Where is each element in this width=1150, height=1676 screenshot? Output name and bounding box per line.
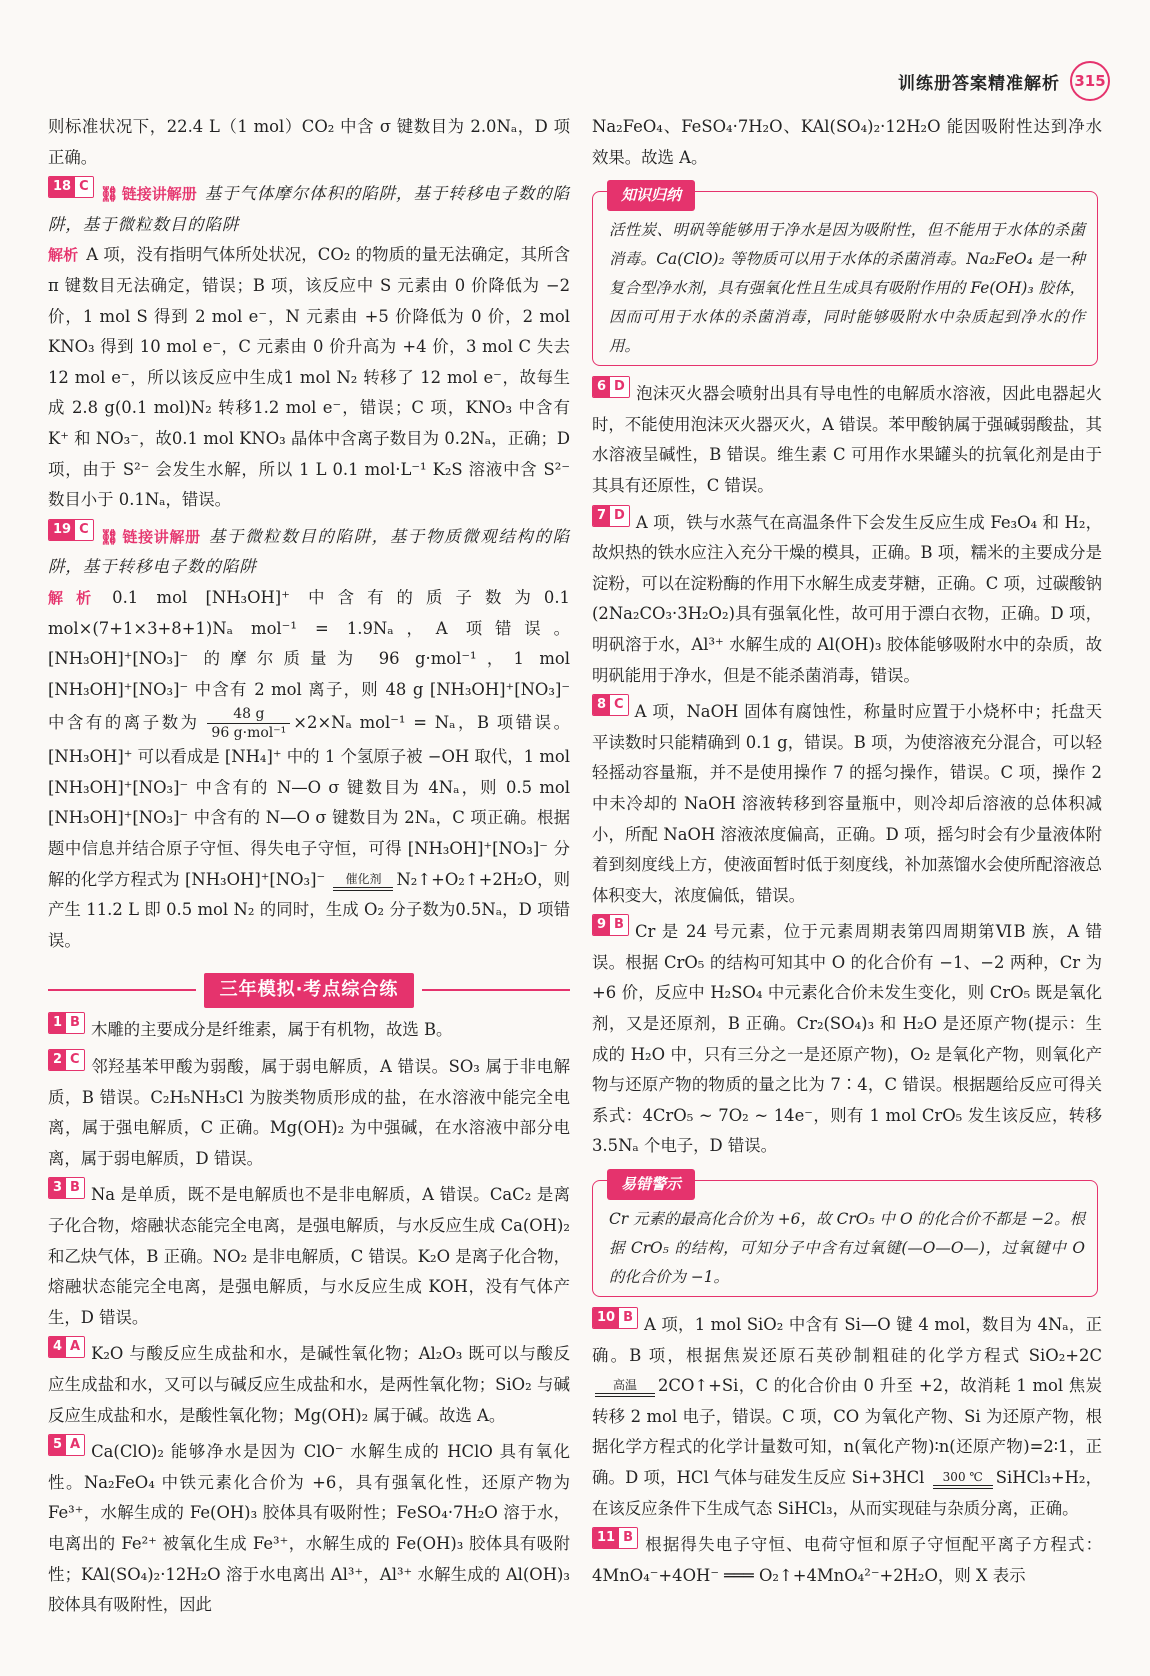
answer-badge: 2 C [48, 1049, 85, 1071]
fraction: $\frac{48 g}{\text{96 g·mol⁻¹}}$ [207, 705, 290, 742]
intro-text: 则标准状况下，22.4 L（1 mol）CO₂ 中含 σ 键数目为 2.0Nₐ，D 项正确。 [48, 117, 570, 167]
link-lecture[interactable]: ⛓ 链接讲解册 [99, 527, 201, 546]
analysis-text-3: N₂↑+O₂↑+2H₂O，则产生 11.2 L 即 0.5 mol N₂ 的同时，生成 O₂ 分子数为0.5Nₐ，D 项错误。 [48, 869, 570, 950]
answer-badge: 5 A [48, 1434, 85, 1456]
answer-badge: 11 B [592, 1527, 638, 1549]
question-3: 3 B Na 是单质，既不是电解质也不是非电解质，A 错误。CaC₂ 是离子化合物，熔融状态能完全电离，是强电解质，与水反应生成 Ca(OH)₂ 和乙炔气体，B 正确。NO₂ 是非电解质，C 错误。K₂O 是离子化合物，熔融状态能完全电离，是强电解质，与水反应生成 KOH，没有气体产生，D 错误。 [48, 1177, 570, 1333]
header-title: 训练册答案精准解析 [898, 73, 1060, 94]
answer-badge: 9 B [592, 914, 629, 936]
question-10: 10 B A 项，1 mol SiO₂ 中含有 Si—O 键 4 mol，数目为 4Nₐ，正确。B 项，根据焦炭还原石英砂制粗硅的化学方程式 SiO₂+2C 高温 2CO↑+Si，C 的化合价由 0 升至 +2，故消耗 1 mol 焦炭转移 2 mol 电子，错误。C 项，CO 为氧化产物、Si 为还原产物，根据化学方程式的化学计量数可知，n(氧化产物)∶n(还原产物)=2∶1，正确。D 项，HCl 气体与硅发生反应 Si+3HCl 300 ℃ SiHCl₃+H₂，在该反应条件下生成气态 SiHCl₃，从而实现硅与杂质分离，正确。 [592, 1307, 1102, 1524]
question-9: 9 B Cr 是 24 号元素，位于元素周期表第四周期第ⅥB 族，A 错误。根据 CrO₅ 的结构可知其中 O 的化合价有 −1、−2 两种，Cr 为 +6 价，反应中 H₂SO₄ 中元素化合价未发生变化，则 CrO₅ 既是氧化剂，又是还原剂，B 正确。Cr₂(SO₄)₃ 和 H₂O 是还原产物(提示：生成的 H₂O 中，只有三分之一是还原产物)，O₂ 是氧化产物，则氧化产物与还原产物的物质的量之比为 7∶4，C 错误。根据题给反应可得关系式：4CrO₅ ~ 7O₂ ~ 14e⁻，则有 1 mol CrO₅ 发生该反应，转移 3.5Nₐ 个电子，D 错误。 [592, 914, 1102, 1162]
continued-text: Na₂FeO₄、FeSO₄·7H₂O、KAl(SO₄)₂·12H₂O 能因吸附性达到净水效果。故选 A。 [592, 117, 1102, 167]
error-warning-box: 易错警示 Cr 元素的最高化合价为 +6，故 CrO₅ 中 O 的化合价不都是 −2。根据 CrO₅ 的结构，可知分子中含有过氧键(—O—O—)，过氧键中 O 的化合价为 −1。 [592, 1180, 1098, 1297]
trap-note: 基于微粒数目的陷阱，基于物质微观结构的陷阱，基于转移电子数的陷阱 [48, 526, 570, 577]
section-heading: 三年模拟·考点综合练 [48, 974, 570, 1006]
analysis-text: A 项，没有指明气体所处状况，CO₂ 的物质的量无法确定，其所含 π 键数目无法确定，错误；B 项，该反应中 S 元素由 0 价降低为 −2 价，1 mol S 得到 2 mol e⁻，N 元素由 +5 价降低为 0 价，2 mol KNO₃ 得到 10 mol e⁻，C 元素由 0 价升高为 +4 价，3 mol C 失去 12 mol e⁻，所以该反应中生成1 mol N₂ 转移了 12 mol e⁻，故每生成 2.8 g(0.1 mol)N₂ 转移1.2 mol e⁻，错误；C 项，KNO₃ 中含有 K⁺ 和 NO₃⁻，故0.1 mol KNO₃ 晶体中含离子数目为 0.2Nₐ，正确；D 项，由于 S²⁻ 会发生水解，所以 1 L 0.1 mol·L⁻¹ K₂S 溶液中含 S²⁻ 数目小于 0.1Nₐ，错误。 [48, 245, 570, 510]
trap-note: 基于气体摩尔体积的陷阱，基于转移电子数的陷阱，基于微粒数目的陷阱 [48, 184, 570, 234]
knowledge-summary-box: 知识归纳 活性炭、明矾等能够用于净水是因为吸附性，但不能用于水体的杀菌消毒。Ca(ClO)₂ 等物质可以用于水体的杀菌消毒。Na₂FeO₄ 是一种复合型净水剂，具有强氧化性且生成具有吸附作用的 Fe(OH)₃ 胶体，因而可用于水体的杀菌消毒，同时能够吸附水中杂质起到净水的作用。 [592, 191, 1098, 366]
question-8: 8 C A 项，NaOH 固体有腐蚀性，称量时应置于小烧杯中；托盘天平读数时只能精确到 0.1 g，错误。B 项，为使溶液充分混合，可以轻轻摇动容量瓶，并不是使用操作 7 的摇匀操作，错误。C 项，操作 2 中未冷却的 NaOH 溶液转移到容量瓶中，则冷却后溶液的总体积减小，所配 NaOH 溶液浓度偏高，正确。D 项，摇匀时会有少量液体附着到刻度线上方，使液面暂时低于刻度线，补加蒸馏水会使所配溶液总体积变大，浓度偏低，错误。 [592, 694, 1102, 911]
analysis-text-2: ×2×Nₐ mol⁻¹ = Nₐ，B 项错误。[NH₃OH]⁺ 可以看成是 [NH₄]⁺ 中的 1 个氢原子被 −OH 取代，1 mol [NH₃OH]⁺[NO₃]⁻ 中含有的 N—O σ 键数目为 4Nₐ，则 0.5 mol [NH₃OH]⁺[NO₃]⁻ 中含有的 N—O σ 键数目为 2Nₐ，C 项正确。根据题中信息并结合原子守恒、得失电子守恒，可得 [NH₃OH]⁺[NO₃]⁻ 分解的化学方程式为 [NH₃OH]⁺[NO₃]⁻ [48, 713, 571, 889]
tip-tag: 易错警示 [607, 1169, 695, 1200]
tip-tag: 知识归纳 [607, 180, 695, 211]
page-number: 315 [1070, 61, 1110, 101]
answer-badge: 19 C [48, 519, 94, 541]
left-column [48, 112, 570, 1624]
answer-badge: 3 B [48, 1177, 85, 1199]
question-5: 5 A Ca(ClO)₂ 能够净水是因为 ClO⁻ 水解生成的 HClO 具有氧化性。Na₂FeO₄ 中铁元素化合价为 +6，具有强氧化性，还原产物为 Fe³⁺，水解生成的 Fe(OH)₃ 胶体具有吸附性；FeSO₄·7H₂O 溶于水，电离出的 Fe²⁺ 被氧化生成 Fe³⁺，水解生成的 Fe(OH)₃ 胶体具有吸附性；KAl(SO₄)₂·12H₂O 溶于水电离出 Al³⁺，Al³⁺ 水解生成的 Al(OH)₃ 胶体具有吸附性，因此 [48, 1434, 570, 1621]
link-icon: ⛓ [99, 527, 119, 546]
answer-badge: 8 C [592, 694, 629, 716]
question-7: 7 D A 项，铁与水蒸气在高温条件下会发生反应生成 Fe₃O₄ 和 H₂，故炽热的铁水应注入充分干燥的模具，正确。B 项，糯米的主要成分是淀粉，可以在淀粉酶的作用下水解生成麦芽糖，正确。C 项，过碳酸钠(2Na₂CO₃·3H₂O₂)具有强氧化性，故可用于漂白衣物，正确。D 项，明矾溶于水，Al³⁺ 水解生成的 Al(OH)₃ 胶体能够吸附水中的杂质，故明矾能用于净水，但是不能杀菌消毒，错误。 [592, 505, 1102, 692]
reaction-condition: 催化剂 [333, 872, 393, 891]
analysis-text-1: 0.1 mol [NH₃OH]⁺ 中含有的质子数为0.1 mol×(7+1×3+8+1)Nₐ mol⁻¹ = 1.9Nₐ，A 项错误。[NH₃OH]⁺[NO₃]⁻ 的摩尔质量为 96 g·mol⁻¹，1 mol [NH₃OH]⁺[NO₃]⁻ 中含有 2 mol 离子，则 48 g [NH₃OH]⁺[NO₃]⁻ 中含有的离子数为 [48, 587, 570, 733]
analysis-label: 解析 [48, 588, 105, 607]
answer-badge: 18 C [48, 176, 94, 198]
reaction-condition: 高温 [595, 1378, 655, 1397]
question-4: 4 A K₂O 与酸反应生成盐和水，是碱性氧化物；Al₂O₃ 既可以与酸反应生成盐和水，又可以与碱反应生成盐和水，是两性氧化物；SiO₂ 与碱反应生成盐和水，是酸性氧化物；Mg(OH)₂ 属于碱。故选 A。 [48, 1336, 570, 1431]
question-18 [48, 176, 570, 516]
link-icon: ⛓ [99, 185, 119, 204]
page-header [898, 60, 1110, 102]
reaction-condition: 300 ℃ [933, 1470, 993, 1489]
answer-badge: 1 B [48, 1012, 85, 1034]
right-column [592, 112, 1102, 1594]
question-19 [48, 519, 570, 957]
link-lecture[interactable]: ⛓ 链接讲解册 [99, 185, 197, 204]
question-2: 2 C 邻羟基苯甲酸为弱酸，属于弱电解质，A 错误。SO₃ 属于非电解质，B 错误。C₂H₅NH₃Cl 为胺类物质形成的盐，在水溶液中能完全电离，属于强电解质，C 正确。Mg(OH)₂ 为中强碱，在水溶液中部分电离，属于弱电解质，D 错误。 [48, 1049, 570, 1174]
analysis-label: 解析 [48, 246, 79, 265]
answer-badge: 10 B [592, 1307, 638, 1329]
answer-badge: 4 A [48, 1336, 85, 1358]
question-1: 1 B 木雕的主要成分是纤维素，属于有机物，故选 B。 [48, 1012, 570, 1046]
question-11: 11 B 根据得失电子守恒、电荷守恒和原子守恒配平离子方程式：4MnO₄⁻+4OH⁻ ═══ O₂↑+4MnO₄²⁻+2H₂O，则 X 表示 [592, 1527, 1102, 1591]
answer-badge: 7 D [592, 505, 630, 527]
answer-badge: 6 D [592, 376, 630, 398]
question-6: 6 D 泡沫灭火器会喷射出具有导电性的电解质水溶液，因此电器起火时，不能使用泡沫灭火器灭火，A 错误。苯甲酸钠属于强碱弱酸盐，其水溶液呈碱性，B 错误。维生素 C 可用作水果罐头的抗氧化剂是由于其具有还原性，C 错误。 [592, 376, 1102, 501]
